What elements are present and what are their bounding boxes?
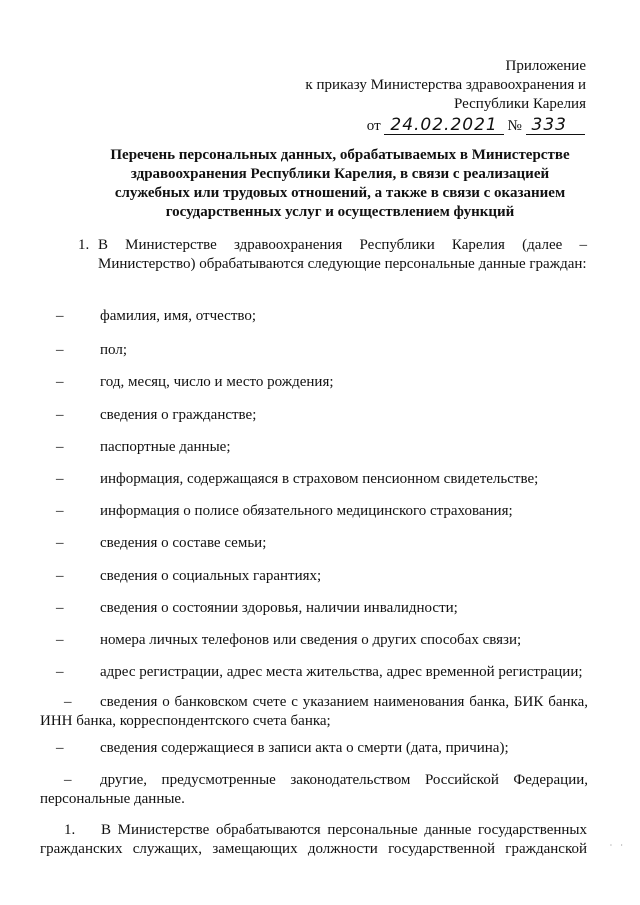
document-title [100,146,580,222]
paragraph-item-2 [40,821,587,859]
list-item-text: сведения о составе семьи; [100,535,267,551]
dash-marker: – [56,740,64,756]
dash-marker: – [56,664,64,680]
list-item-text: сведения о банковском счете с указанием наименования банка, БИК банка, [100,694,588,710]
list-item-text: адрес регистрации, адрес места жительства, адрес временной регистрации; [100,664,583,680]
list-item [40,693,588,731]
ministry-region: Республики Карелия [453,96,586,112]
dash-marker: – [56,407,64,423]
list-item-text: пол; [100,342,127,358]
item-number: 1. [78,237,90,253]
list-item-text: номера личных телефонов или сведения о других способах связи; [100,632,522,648]
list-item-text: сведения содержащиеся в записи акта о смерти (дата, причина); [100,740,509,756]
dash-marker: – [56,632,64,648]
list-item-text: сведения о состоянии здоровья, наличии инвалидности; [100,600,458,616]
list-item-text: другие, предусмотренные законодательством Российской Федерации, [100,772,588,788]
dash-marker: – [56,342,64,358]
paragraph-item-1 [80,236,587,274]
list-item-text-continued: ИНН банка, корреспондентского счета банка; [40,713,331,729]
dash-marker: – [56,308,64,324]
list-item [40,771,588,809]
list-item-text: информация, содержащаяся в страховом пенсионном свидетельстве; [100,471,539,487]
dash-marker: – [56,503,64,519]
list-item-text-continued: персональные данные. [40,791,185,807]
dash-marker: – [56,471,64,487]
scan-specks: · · [609,841,626,850]
list-item-text: сведения о гражданстве; [100,407,257,423]
number-sign: № [507,118,522,134]
title-line-1: Перечень персональных данных, обрабатываемых в Министерстве [110,147,570,163]
dash-marker: – [56,439,64,455]
list-item-text: информация о полисе обязательного медицинского страхования; [100,503,513,519]
date-prefix: от [366,118,381,134]
list-item-text: паспортные данные; [100,439,231,455]
dash-marker: – [56,568,64,584]
list-item-text: сведения о социальных гарантиях; [100,568,322,584]
dash-marker: – [64,694,72,710]
list-item-text: год, месяц, число и место рождения; [100,374,334,390]
item-line-2: гражданских служащих, замещающих должности государственной гражданской [40,841,587,857]
item-text: В Министерстве здравоохранения Республики Карелия (далее – Министерство) обрабатываются следующие персональные данные граждан: [98,237,587,272]
handwritten-order-number: 333 [526,116,585,135]
title-line-2: здравоохранения Республики Карелия, в связи с реализацией [130,166,550,182]
item-line-1 [40,821,587,840]
list-item-text: фамилия, имя, отчество; [100,308,257,324]
title-line-4: государственных услуг и осуществлением функций [165,204,515,220]
dash-marker: – [56,535,64,551]
item-text: В Министерстве обрабатываются персональные данные государственных [101,822,587,838]
item-number: 1. [64,822,76,838]
dash-marker: – [64,772,72,788]
dash-marker: – [56,600,64,616]
handwritten-date: 24.02.2021 [384,116,503,135]
appendix-header [305,57,586,114]
appendix-label: Приложение [505,58,586,74]
dash-marker: – [56,374,64,390]
order-date-line [367,116,585,136]
title-line-3: служебных или трудовых отношений, а также в связи с оказанием [114,185,566,201]
order-reference: к приказу Министерства здравоохранения и [305,77,586,93]
